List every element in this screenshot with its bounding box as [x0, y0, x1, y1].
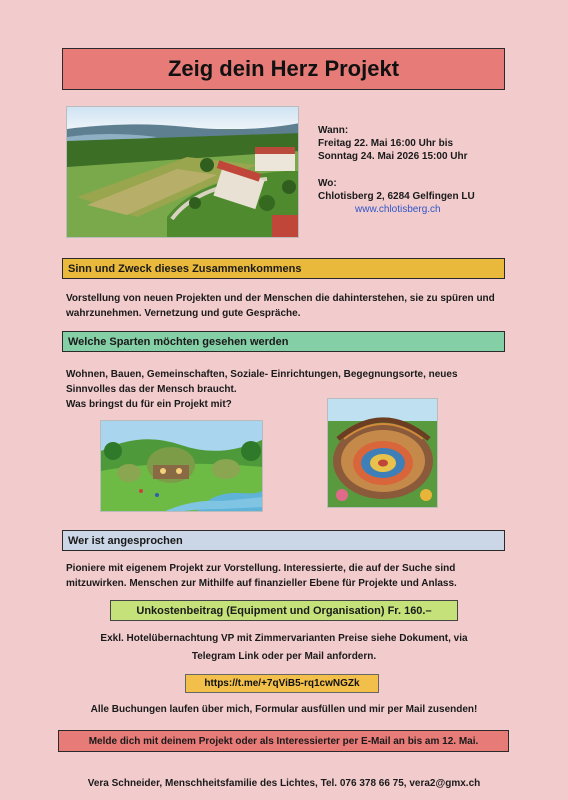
where-line-1: Chlotisberg 2, 6284 Gelfingen LU [318, 191, 475, 202]
eco-village-illustration [100, 420, 263, 512]
audience-heading [62, 530, 505, 551]
audience-text: Pioniere mit eigenem Projekt zur Vorstellung. Interessierte, die auf der Suche sind mitzuwirken. Menschen zur Mithilfe auf finanzieller Ebene für Projekte und Anlass. [66, 563, 457, 589]
branches-text [66, 367, 506, 412]
venue-aerial-photo [66, 106, 299, 238]
purpose-text: Vorstellung von neuen Projekten und der Menschen die dahinterstehen, sie zu spüren und wahrzunehmen. Vernetzung und gute Gespräche. [66, 293, 495, 319]
signup-deadline-text: Melde dich mit deinem Projekt oder als Interessierter per E-Mail an bis am 12. Mai. [88, 735, 479, 747]
when-line-2: Sonntag 24. Mai 2026 15:00 Uhr [318, 151, 468, 162]
signup-deadline-box [58, 730, 509, 752]
location-info [318, 177, 548, 203]
website-link[interactable]: www.chlotisberg.ch [355, 204, 441, 215]
when-label: Wann: [318, 125, 349, 136]
hotel-line-1: Exkl. Hotelübernachtung VP mit Zimmervarianten Preise siehe Dokument, via [100, 633, 468, 644]
page-title-text: Zeig dein Herz Projekt [167, 56, 400, 81]
telegram-link[interactable] [185, 674, 379, 693]
when-line-1: Freitag 22. Mai 16:00 Uhr bis [318, 138, 454, 149]
branches-heading [62, 331, 505, 352]
page-title [62, 48, 505, 90]
footer-contact: Vera Schneider, Menschheitsfamilie des Lichtes, Tel. 076 378 66 75, vera2@gmx.ch [87, 778, 481, 789]
branches-line-1: Wohnen, Bauen, Gemeinschaften, Soziale- Einrichtungen, Begegnungsorte, neues [66, 369, 458, 380]
purpose-heading-text: Sinn und Zweck dieses Zusammenkommens [68, 262, 302, 275]
audience-heading-text: Wer ist angesprochen [68, 534, 183, 547]
purpose-heading [62, 258, 505, 279]
telegram-link-text: https://t.me/+7qViB5-rq1cwNGZk [204, 678, 360, 689]
bookings-text: Alle Buchungen laufen über mich, Formular ausfüllen und mir per Mail zusenden! [90, 704, 478, 715]
branches-line-3: Was bringst du für ein Projekt mit? [66, 399, 232, 410]
branches-line-2: Sinnvolles das der Mensch braucht. [66, 384, 237, 395]
fee-box [110, 600, 458, 621]
hotel-line-2: Telegram Link oder per Mail anfordern. [191, 651, 377, 662]
where-label: Wo: [318, 178, 337, 189]
fee-text: Unkostenbeitrag (Equipment und Organisation) Fr. 160.– [136, 604, 432, 617]
event-info [318, 124, 548, 163]
gathering-place-illustration [327, 398, 438, 508]
branches-heading-text: Welche Sparten möchten gesehen werden [68, 335, 289, 348]
